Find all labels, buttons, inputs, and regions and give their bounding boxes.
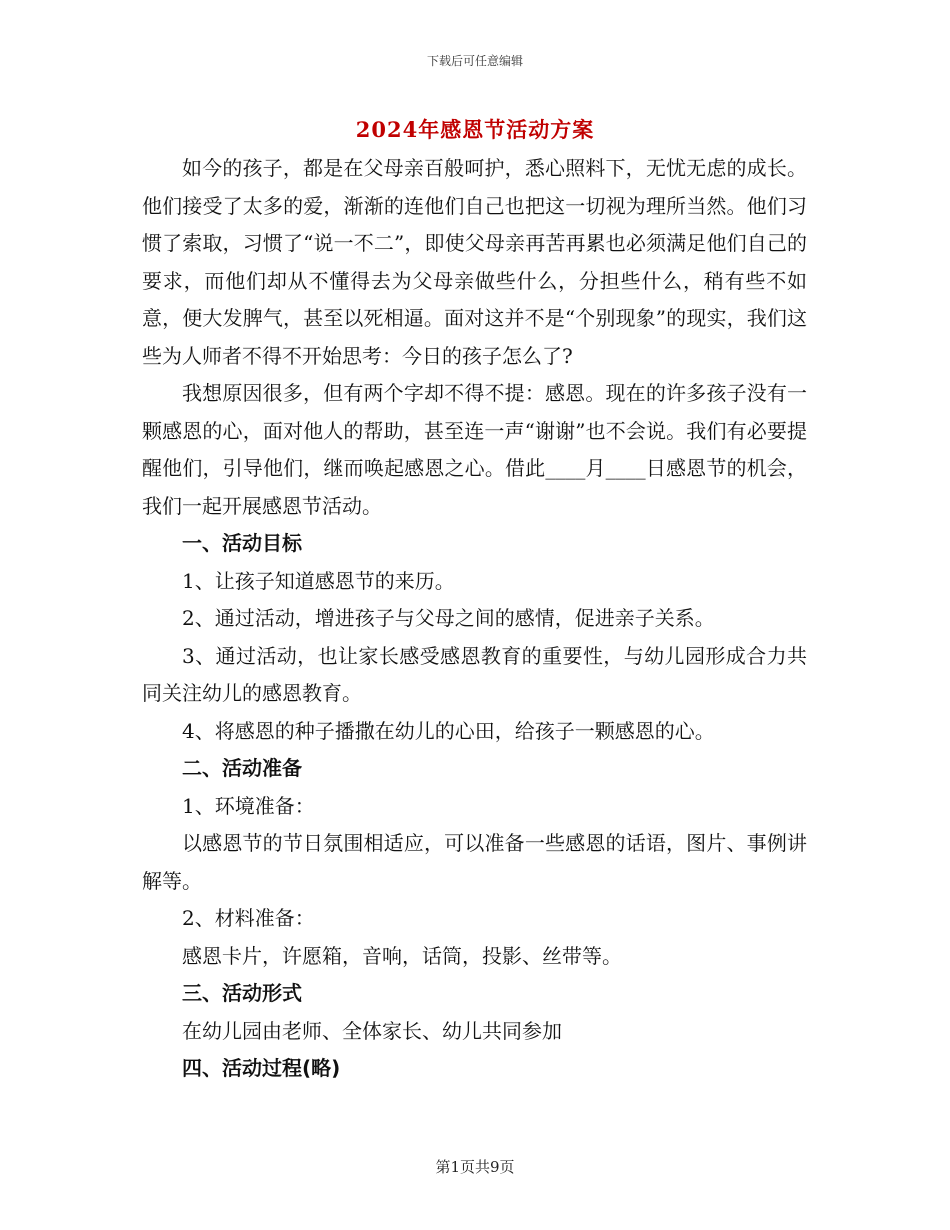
section-heading: 二、活动准备	[182, 756, 302, 780]
section-heading: 三、活动形式	[182, 981, 302, 1005]
list-item: 3、通过活动，也让家长感受感恩教育的重要性，与幼儿园形成合力共同关注幼儿的感恩教育。	[142, 643, 807, 705]
list-item: 1、让孩子知道感恩节的来历。	[182, 568, 455, 593]
document-body	[142, 150, 807, 1088]
list-item: 4、将感恩的种子播撒在幼儿的心田，给孩子一颗感恩的心。	[182, 718, 715, 743]
section-heading: 四、活动过程(略)	[182, 1056, 341, 1080]
paragraph: 以感恩节的节日氛围相适应，可以准备一些感恩的话语，图片、事例讲解等。	[142, 831, 807, 893]
subheading: 1、环境准备：	[182, 793, 315, 818]
paragraph: 如今的孩子，都是在父母亲百般呵护，悉心照料下，无忧无虑的成长。他们接受了太多的爱，渐渐的连他们自己也把这一切视为理所当然。他们习惯了索取，习惯了“说一不二”，即使父母亲再苦再累也必须满足他们自己的要求，而他们却从不懂得去为父母亲做些什么，分担些什么，稍有些不如意，便大发脾气，甚至以死相逼。面对这并不是“个别现象”的现实，我们这些为人师者不得不开始思考：今日的孩子怎么了?	[142, 156, 807, 368]
paragraph: 我想原因很多，但有两个字却不得不提：感恩。现在的许多孩子没有一颗感恩的心，面对他人的帮助，甚至连一声“谢谢”也不会说。我们有必要提醒他们，引导他们，继而唤起感恩之心。借此____月____日感恩节的机会，我们一起开展感恩节活动。	[142, 381, 807, 518]
page-number: 第1页共9页	[435, 1158, 515, 1176]
paragraph: 感恩卡片，许愿箱，音响，话筒，投影、丝带等。	[182, 943, 622, 968]
section-heading: 一、活动目标	[182, 531, 302, 555]
document-title: 2024年感恩节活动方案	[355, 117, 595, 142]
subheading: 2、材料准备：	[182, 906, 315, 930]
paragraph: 在幼儿园由老师、全体家长、幼儿共同参加	[182, 1018, 562, 1043]
list-item: 2、通过活动，增进孩子与父母之间的感情，促进亲子关系。	[182, 606, 715, 630]
header-note: 下载后可任意编辑	[426, 54, 523, 68]
